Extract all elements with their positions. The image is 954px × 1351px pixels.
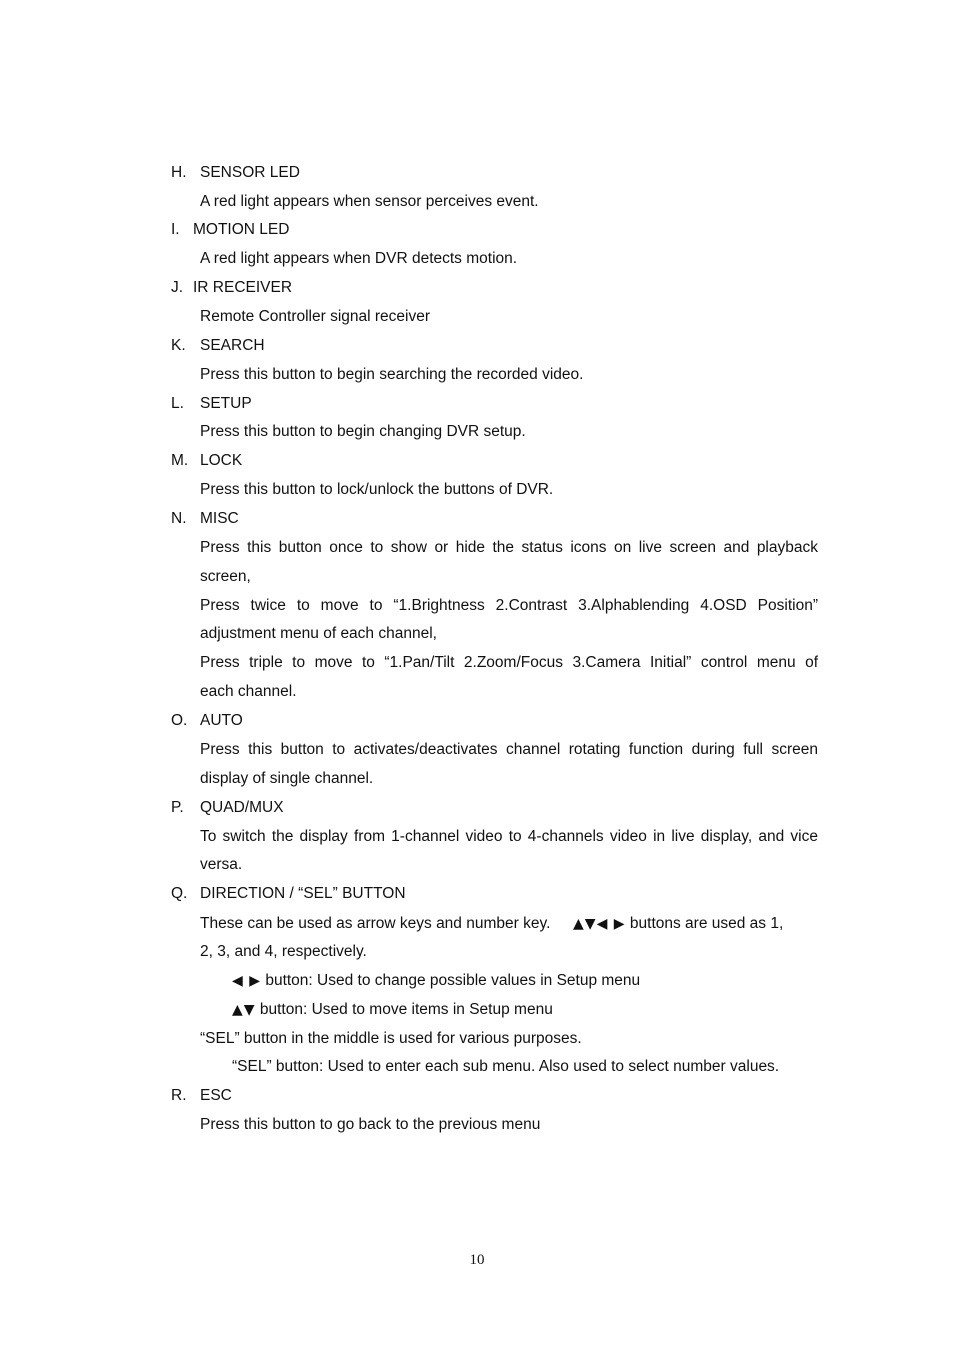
item-body: Remote Controller signal receiver [200,308,431,325]
item-body: Press this button to begin changing DVR setup. [200,423,526,440]
arrow-right-icon: ▶ [249,973,262,989]
item-letter: J. [171,279,184,296]
item-body: Press this button to lock/unlock the buttons of DVR. [200,481,554,498]
item-letter: L. [171,395,184,412]
ud-button-desc [232,1001,553,1019]
q-line1-start: These can be used as arrow keys and number key. [200,915,551,932]
item-title: MOTION LED [193,221,290,238]
item-body: A red light appears when DVR detects motion. [200,250,518,267]
item-body-line: To switch the display from 1-channel video to 4-channels video in live display, and vice [200,828,818,845]
arrow-icons-group [573,916,626,932]
page-number: 10 [469,1252,485,1268]
item-title: LOCK [200,452,243,469]
item-title: ESC [200,1087,232,1104]
arrow-down-icon: ▼ [243,1002,256,1018]
item-letter: O. [171,712,188,729]
item-letter: H. [171,164,187,181]
item-title: DIRECTION / “SEL” BUTTON [200,885,406,902]
item-title: QUAD/MUX [200,799,284,816]
item-body-line: screen, [200,568,251,585]
lr-button-text: button: Used to change possible values in Setup menu [265,972,641,989]
sel-button-desc: “SEL” button: Used to enter each sub menu. Also used to select number values. [232,1058,780,1075]
item-body: Press this button to go back to the previous menu [200,1116,541,1133]
item-letter: I. [171,221,180,238]
item-title: SETUP [200,395,252,412]
arrow-left-icon: ◀ [596,916,609,932]
item-letter: R. [171,1087,187,1104]
lr-button-desc [232,972,640,990]
item-title: IR RECEIVER [193,279,293,296]
ud-button-text: button: Used to move items in Setup menu [259,1001,553,1018]
item-body-line: adjustment menu of each channel, [200,625,437,642]
item-body-line: Press this button once to show or hide the status icons on live screen and playback [200,539,818,556]
item-title: MISC [200,510,239,527]
item-letter: P. [171,799,184,816]
item-body-line [200,915,783,933]
item-letter: N. [171,510,187,527]
item-title: SEARCH [200,337,265,354]
item-body: Press this button to begin searching the recorded video. [200,366,584,383]
q-line1-end: buttons are used as 1, [629,915,784,932]
item-body-line: Press triple to move to “1.Pan/Tilt 2.Zoom/Focus 3.Camera Initial” control menu of [200,654,818,671]
item-title: AUTO [200,712,243,729]
item-body-line: Press twice to move to “1.Brightness 2.Contrast 3.Alphablending 4.OSD Position” [200,597,818,614]
item-body-line: each channel. [200,683,297,700]
sel-intro: “SEL” button in the middle is used for various purposes. [200,1030,582,1047]
item-letter: Q. [171,885,188,902]
arrow-up-icon: ▲ [573,916,585,932]
item-body-line: versa. [200,856,243,873]
item-letter: K. [171,337,186,354]
item-letter: M. [171,452,189,469]
arrow-up-icon: ▲ [232,1002,244,1018]
item-body-line: Press this button to activates/deactivates channel rotating function during full screen [200,741,818,758]
arrow-right-icon: ▶ [613,916,626,932]
item-body: A red light appears when sensor perceives event. [200,193,539,210]
item-body-line: 2, 3, and 4, respectively. [200,943,367,960]
arrow-left-icon: ◀ [232,973,244,989]
item-body-line: display of single channel. [200,770,374,787]
arrow-down-icon: ▼ [584,916,597,932]
item-title: SENSOR LED [200,164,300,181]
